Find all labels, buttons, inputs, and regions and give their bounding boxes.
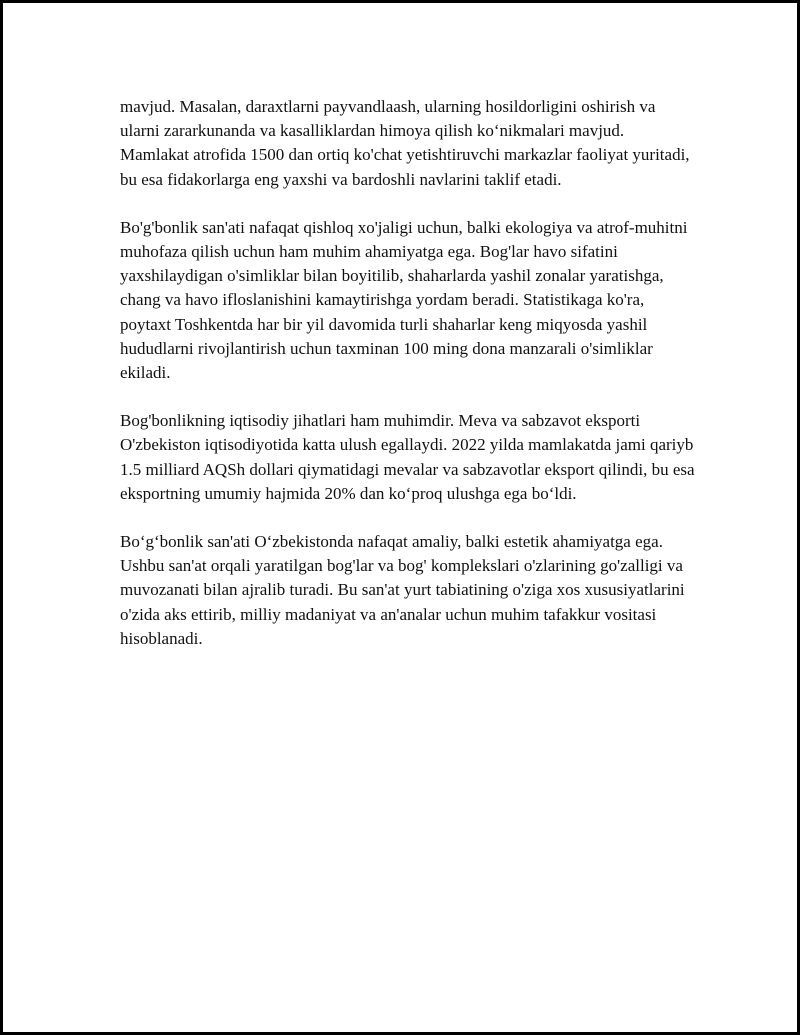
paragraph-1: mavjud. Masalan, daraxtlarni payvandlaash, ularning hosildorligini oshirish va ularni zararkunanda va kasalliklardan himoya qilish ko‘nikmalari mavjud. Mamlakat atrofida 1500 dan ortiq ko'chat yetishtiruvchi markazlar faoliyat yuritadi, bu esa fidakorlarga eng yaxshi va bardoshli navlarini taklif etadi.	[120, 97, 690, 189]
paragraph-4: Bo‘g‘bonlik san'ati O‘zbekistonda nafaqat amaliy, balki estetik ahamiyatga ega. Ushbu san'at orqali yaratilgan bog'lar va bog' komplekslari o'zlarining go'zalligi va muvozanati bilan ajralib turadi. Bu san'at yurt tabiatining o'ziga xos xususiyatlarini o'zida aks ettirib, milliy madaniyat va an'analar uchun muhim tafakkur vositasi hisoblanadi.	[120, 532, 685, 648]
paragraph-2: Bo'g'bonlik san'ati nafaqat qishloq xo'jaligi uchun, balki ekologiya va atrof-muhitni muhofaza qilish uchun ham muhim ahamiyatga ega. Bog'lar havo sifatini yaxshilaydigan o'simliklar bilan boyitilib, shaharlarda yashil zonalar yaratishga, chang va havo ifloslanishini kamaytirishga yordam beradi. Statistikaga ko'ra, poytaxt Toshkentda har bir yil davomida turli shaharlar keng miqyosda yashil hududlarni rivojlantirish uchun taxminan 100 ming dona manzarali o'simliklar ekiladi.	[120, 217, 688, 383]
page-body	[120, 95, 695, 651]
paragraph-3: Bog'bonlikning iqtisodiy jihatlari ham muhimdir. Meva va sabzavot eksporti O'zbekiston iqtisodiyotida katta ulush egallaydi. 2022 yilda mamlakatda jami qariyb 1.5 milliard AQSh dollari qiymatidagi mevalar va sabzavotlar eksport qilindi, bu esa eksportning umumiy hajmida 20% dan ko‘proq ulushga ega bo‘ldi.	[120, 411, 695, 503]
